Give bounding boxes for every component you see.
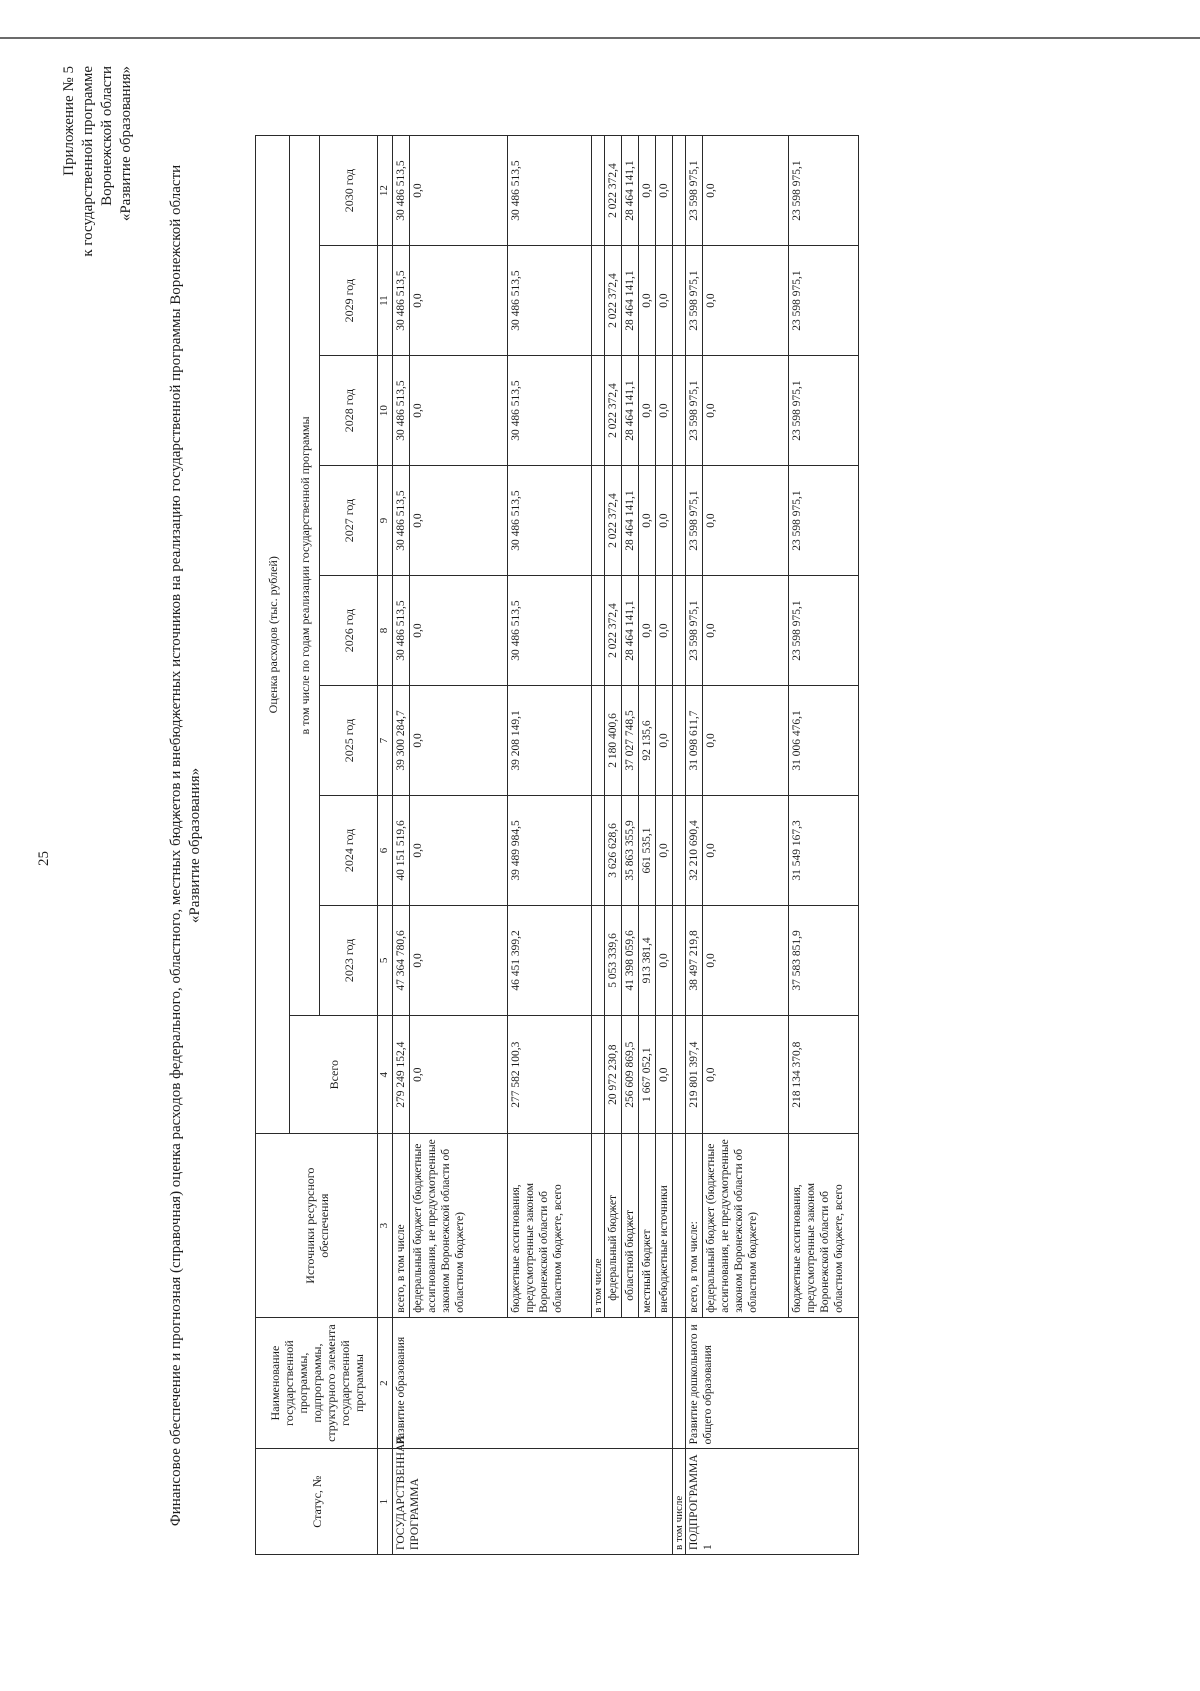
value-cell: 219 801 397,4 [686, 1015, 703, 1134]
value-cell: 28 464 141,1 [622, 576, 639, 686]
source-label: всего, в том числе: [686, 1134, 703, 1317]
value-cell [592, 905, 605, 1015]
value-cell [592, 795, 605, 905]
header-year: 2029 год [320, 246, 378, 356]
column-number: 2 [378, 1317, 393, 1449]
value-cell: 32 210 690,4 [686, 795, 703, 905]
value-cell: 37 583 851,9 [789, 905, 859, 1015]
column-number: 7 [378, 686, 393, 796]
value-cell: 0,0 [639, 466, 656, 576]
value-cell: 0,0 [410, 905, 508, 1015]
value-cell: 23 598 975,1 [789, 246, 859, 356]
source-label: федеральный бюджет [605, 1134, 622, 1317]
title-line-2: «Развитие образования» [187, 767, 203, 924]
value-cell: 2 180 400,6 [605, 686, 622, 796]
value-cell: 2 022 372,4 [605, 576, 622, 686]
value-cell: 0,0 [639, 356, 656, 466]
value-cell: 2 022 372,4 [605, 356, 622, 466]
value-cell: 0,0 [656, 1015, 673, 1134]
column-number: 12 [378, 136, 393, 246]
value-cell: 0,0 [410, 136, 508, 246]
value-cell: 0,0 [703, 1015, 789, 1134]
column-number: 5 [378, 905, 393, 1015]
value-cell: 218 134 370,8 [789, 1015, 859, 1134]
value-cell: 28 464 141,1 [622, 466, 639, 576]
value-cell: 0,0 [656, 356, 673, 466]
value-cell [592, 1015, 605, 1134]
value-cell: 0,0 [656, 686, 673, 796]
header-year: 2027 год [320, 466, 378, 576]
value-cell: 0,0 [703, 136, 789, 246]
value-cell: 23 598 975,1 [789, 466, 859, 576]
page-number: 25 [36, 851, 52, 866]
value-cell: 41 398 059,6 [622, 905, 639, 1015]
value-cell: 1 667 052,1 [639, 1015, 656, 1134]
value-cell: 46 451 399,2 [508, 905, 592, 1015]
value-cell: 0,0 [703, 466, 789, 576]
column-number: 9 [378, 466, 393, 576]
value-cell: 30 486 513,5 [393, 466, 410, 576]
value-cell [592, 576, 605, 686]
value-cell: 39 489 984,5 [508, 795, 592, 905]
table-row [673, 136, 686, 1555]
value-cell: 31 098 611,7 [686, 686, 703, 796]
table-row [686, 136, 703, 1555]
value-cell: 0,0 [639, 246, 656, 356]
value-cell: 0,0 [410, 576, 508, 686]
value-cell: 30 486 513,5 [508, 136, 592, 246]
value-cell: 30 486 513,5 [393, 356, 410, 466]
value-cell: 23 598 975,1 [686, 466, 703, 576]
value-cell: 31 549 167,3 [789, 795, 859, 905]
source-label: бюджетные ассигнования, предусмотренные законом Воронежской области об областном бюджете, всего [789, 1134, 859, 1317]
value-cell [592, 246, 605, 356]
value-cell: 39 300 284,7 [393, 686, 410, 796]
value-cell: 37 027 748,5 [622, 686, 639, 796]
value-cell: 3 626 628,6 [605, 795, 622, 905]
value-cell: 2 022 372,4 [605, 246, 622, 356]
value-cell [592, 466, 605, 576]
column-number: 6 [378, 795, 393, 905]
source-label: в том числе [592, 1134, 605, 1317]
value-cell: 30 486 513,5 [508, 246, 592, 356]
value-cell: 2 022 372,4 [605, 466, 622, 576]
value-cell: 23 598 975,1 [789, 356, 859, 466]
appendix-note [60, 66, 136, 257]
column-number: 4 [378, 1015, 393, 1134]
appendix-line-1: Приложение № 5 [61, 66, 77, 176]
value-cell: 0,0 [639, 576, 656, 686]
value-cell: 0,0 [656, 576, 673, 686]
value-cell: 30 486 513,5 [393, 246, 410, 356]
value-cell: 31 006 476,1 [789, 686, 859, 796]
appendix-line-2: к государственной программе [80, 66, 96, 257]
value-cell: 0,0 [410, 356, 508, 466]
value-cell: 40 151 519,6 [393, 795, 410, 905]
header-status: Статус, № [256, 1449, 378, 1555]
value-cell: 0,0 [703, 356, 789, 466]
header-year: 2030 год [320, 136, 378, 246]
divider-label: в том числе [673, 1449, 686, 1555]
value-cell: 92 135,6 [639, 686, 656, 796]
appendix-line-4: «Развитие образования» [118, 66, 134, 222]
column-number: 11 [378, 246, 393, 356]
value-cell: 0,0 [656, 795, 673, 905]
subprogram-name: Развитие дошкольного и общего образования [686, 1317, 859, 1449]
document-title [167, 150, 205, 1541]
column-number: 1 [378, 1449, 393, 1555]
value-cell: 0,0 [703, 905, 789, 1015]
value-cell: 23 598 975,1 [686, 356, 703, 466]
value-cell: 0,0 [410, 795, 508, 905]
value-cell: 23 598 975,1 [686, 576, 703, 686]
value-cell: 39 208 149,1 [508, 686, 592, 796]
value-cell: 28 464 141,1 [622, 136, 639, 246]
value-cell: 2 022 372,4 [605, 136, 622, 246]
value-cell: 0,0 [703, 795, 789, 905]
header-year: 2025 год [320, 686, 378, 796]
source-label: федеральный бюджет (бюджетные ассигнования, не предусмотренные законом Воронежской области об областном бюджете) [703, 1134, 789, 1317]
value-cell: 5 053 339,6 [605, 905, 622, 1015]
header-sources: Источники ресурсного обеспечения [256, 1134, 378, 1317]
value-cell [592, 356, 605, 466]
value-cell: 0,0 [656, 466, 673, 576]
header-by-years: в том числе по годам реализации государственной программы [290, 136, 320, 1016]
value-cell: 0,0 [703, 686, 789, 796]
value-cell: 0,0 [703, 246, 789, 356]
value-cell: 277 582 100,3 [508, 1015, 592, 1134]
value-cell: 35 863 355,9 [622, 795, 639, 905]
value-cell: 23 598 975,1 [686, 246, 703, 356]
budget-table [255, 135, 859, 1555]
value-cell: 0,0 [639, 136, 656, 246]
table-row [393, 136, 410, 1555]
subprogram-status: ПОДПРОГРАММА 1 [686, 1449, 859, 1555]
value-cell: 47 364 780,6 [393, 905, 410, 1015]
value-cell: 0,0 [656, 246, 673, 356]
value-cell: 38 497 219,8 [686, 905, 703, 1015]
value-cell: 30 486 513,5 [508, 356, 592, 466]
value-cell: 913 381,4 [639, 905, 656, 1015]
column-number-row [378, 136, 393, 1555]
source-label: бюджетные ассигнования, предусмотренные законом Воронежской области об областном бюджете, всего [508, 1134, 592, 1317]
program-name: Развитие образования [393, 1317, 673, 1449]
value-cell: 23 598 975,1 [789, 136, 859, 246]
value-cell: 661 535,1 [639, 795, 656, 905]
value-cell: 279 249 152,4 [393, 1015, 410, 1134]
source-label: местный бюджет [639, 1134, 656, 1317]
source-label: внебюджетные источники [656, 1134, 673, 1317]
header-year: 2024 год [320, 795, 378, 905]
header-year: 2023 год [320, 905, 378, 1015]
value-cell: 0,0 [410, 1015, 508, 1134]
header-year: 2026 год [320, 576, 378, 686]
value-cell: 0,0 [703, 576, 789, 686]
column-number: 3 [378, 1134, 393, 1317]
source-label: областной бюджет [622, 1134, 639, 1317]
value-cell: 0,0 [656, 136, 673, 246]
header-name: Наименование государственной программы, подпрограммы, структурного элемента государственной программы [256, 1317, 378, 1449]
value-cell: 0,0 [410, 466, 508, 576]
column-number: 8 [378, 576, 393, 686]
value-cell: 28 464 141,1 [622, 246, 639, 356]
value-cell: 30 486 513,5 [508, 576, 592, 686]
value-cell: 20 972 230,8 [605, 1015, 622, 1134]
value-cell [592, 136, 605, 246]
header-year: 2028 год [320, 356, 378, 466]
value-cell: 30 486 513,5 [393, 136, 410, 246]
value-cell: 28 464 141,1 [622, 356, 639, 466]
value-cell [592, 686, 605, 796]
source-label: всего, в том числе [393, 1134, 410, 1317]
value-cell: 256 609 869,5 [622, 1015, 639, 1134]
program-status: ГОСУДАРСТВЕННАЯ ПРОГРАММА [393, 1449, 673, 1555]
column-number: 10 [378, 356, 393, 466]
value-cell: 0,0 [656, 905, 673, 1015]
appendix-line-3: Воронежской области [99, 66, 115, 206]
title-line-1: Финансовое обеспечение и прогнозная (справочная) оценка расходов федерального, областного, местных бюджетов и внебюджетных источников на реализацию государственной программы Воронежской области [168, 164, 184, 1527]
source-label: федеральный бюджет (бюджетные ассигнования, не предусмотренные законом Воронежской области об областном бюджете) [410, 1134, 508, 1317]
value-cell: 23 598 975,1 [686, 136, 703, 246]
scan-edge-rule [0, 37, 1200, 39]
value-cell: 0,0 [410, 686, 508, 796]
value-cell: 23 598 975,1 [789, 576, 859, 686]
value-cell: 30 486 513,5 [393, 576, 410, 686]
header-estimate: Оценка расходов (тыс. рублей) [256, 136, 290, 1135]
value-cell: 30 486 513,5 [508, 466, 592, 576]
value-cell: 0,0 [410, 246, 508, 356]
header-total: Всего [290, 1015, 378, 1134]
